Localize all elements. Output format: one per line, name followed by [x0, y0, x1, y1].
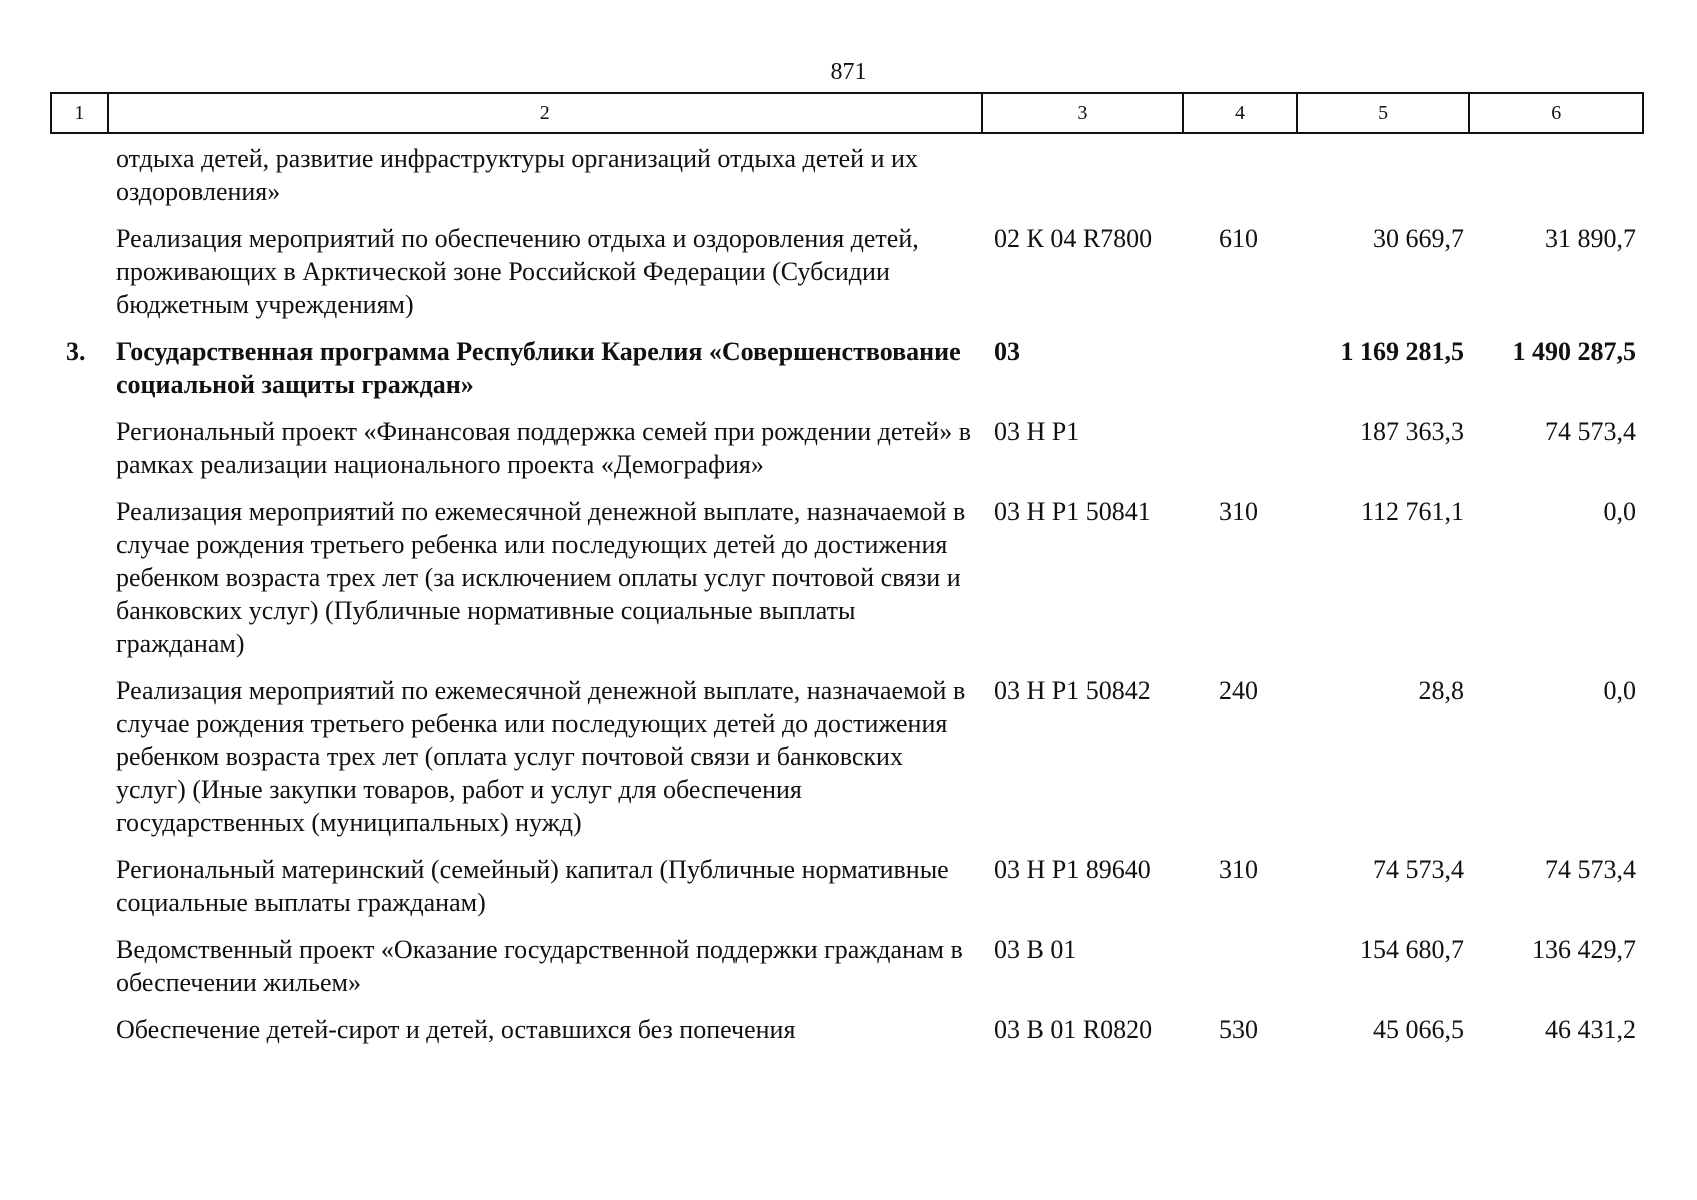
row-amount-1: 112 761,1 — [1360, 497, 1464, 526]
row-code: 03 Н Р1 50842 — [994, 676, 1151, 705]
table-row — [50, 142, 1644, 208]
row-name: Реализация мероприятий по обеспечению отдыха и оздоровления детей, проживающих в Арктической зоне Российской Федерации (Субсидии бюджетным учреждениям) — [116, 224, 919, 319]
row-number — [50, 933, 107, 999]
row-number — [50, 495, 107, 660]
row-number — [50, 1013, 107, 1046]
row-number — [50, 674, 107, 839]
table-row — [50, 335, 1644, 401]
row-code — [983, 142, 1185, 208]
row-number — [50, 415, 107, 481]
row-type: 240 — [1219, 676, 1258, 705]
table-header — [50, 92, 1644, 134]
header-col-4: 4 — [1184, 94, 1298, 132]
row-amount-2: 0,0 — [1603, 497, 1636, 526]
row-code: 03 В 01 R0820 — [994, 1015, 1153, 1044]
row-number — [50, 222, 107, 321]
header-col-2: 2 — [109, 94, 983, 132]
row-name: Региональный проект «Финансовая поддержка семей при рождении детей» в рамках реализации национального проекта «Демография» — [116, 417, 971, 479]
table-row — [50, 222, 1644, 321]
table-row — [50, 933, 1644, 999]
row-code: 03 Н Р1 — [994, 417, 1080, 446]
header-col-6: 6 — [1551, 101, 1562, 124]
row-amount-2: 1 490 287,5 — [1512, 337, 1636, 366]
header-col-1: 1 — [52, 94, 109, 132]
row-amount-2: 74 573,4 — [1545, 855, 1636, 884]
table-row — [50, 674, 1644, 839]
row-number — [50, 853, 107, 919]
row-amount-2: 136 429,7 — [1532, 935, 1636, 964]
row-type — [1185, 415, 1299, 481]
table-body — [50, 142, 1644, 1060]
header-col-5: 5 — [1298, 94, 1471, 132]
row-amount-2: 46 431,2 — [1545, 1015, 1636, 1044]
row-amount-1: 30 669,7 — [1373, 224, 1464, 253]
row-code: 03 В 01 — [994, 935, 1077, 964]
row-number: 3. — [66, 337, 86, 366]
row-code: 03 — [994, 337, 1020, 366]
table-row — [50, 1013, 1644, 1046]
row-amount-2: 74 573,4 — [1545, 417, 1636, 446]
row-type — [1185, 142, 1299, 208]
row-type: 530 — [1219, 1015, 1258, 1044]
row-amount-1: 28,8 — [1418, 676, 1464, 705]
row-name: Государственная программа Республики Карелия «Совершенствование социальной защиты граждан» — [116, 337, 961, 399]
row-amount-1 — [1299, 142, 1472, 208]
row-amount-1: 74 573,4 — [1373, 855, 1464, 884]
table-row — [50, 415, 1644, 481]
row-amount-1: 1 169 281,5 — [1340, 337, 1464, 366]
row-amount-2: 31 890,7 — [1545, 224, 1636, 253]
row-number — [50, 142, 107, 208]
row-type: 610 — [1219, 224, 1258, 253]
row-code: 03 Н Р1 89640 — [994, 855, 1151, 884]
row-name: Реализация мероприятий по ежемесячной денежной выплате, назначаемой в случае рождения третьего ребенка или последующих детей до достижения ребенком возраста трех лет (оплата услуг почтовой связи и банковских услуг) (Иные закупки товаров, работ и услуг для обеспечения государственных (муниципальных) нужд) — [116, 676, 966, 837]
row-type — [1185, 933, 1299, 999]
row-name: Региональный материнский (семейный) капитал (Публичные нормативные социальные выплаты гражданам) — [116, 855, 949, 917]
row-name: Ведомственный проект «Оказание государственной поддержки гражданам в обеспечении жильем» — [116, 935, 963, 997]
row-type: 310 — [1219, 497, 1258, 526]
row-type — [1185, 335, 1299, 401]
row-code: 02 К 04 R7800 — [994, 224, 1153, 253]
row-amount-2: 0,0 — [1603, 676, 1636, 705]
row-name: Обеспечение детей-сирот и детей, оставшихся без попечения — [116, 1015, 796, 1044]
table-row — [50, 495, 1644, 660]
row-type: 310 — [1219, 855, 1258, 884]
row-amount-1: 187 363,3 — [1360, 417, 1464, 446]
row-amount-1: 45 066,5 — [1373, 1015, 1464, 1044]
row-amount-1: 154 680,7 — [1360, 935, 1464, 964]
table-row — [50, 853, 1644, 919]
page-number: 871 — [830, 59, 867, 85]
row-name: Реализация мероприятий по ежемесячной денежной выплате, назначаемой в случае рождения третьего ребенка или последующих детей до достижения ребенком возраста трех лет (за исключением оплаты услуг почтовой связи и банковских услуг) (Публичные нормативные социальные выплаты гражданам) — [116, 497, 966, 658]
header-col-3: 3 — [983, 94, 1185, 132]
row-code: 03 Н Р1 50841 — [994, 497, 1151, 526]
row-amount-2 — [1472, 142, 1644, 208]
row-name: отдыха детей, развитие инфраструктуры организаций отдыха детей и их оздоровления» — [116, 144, 918, 206]
